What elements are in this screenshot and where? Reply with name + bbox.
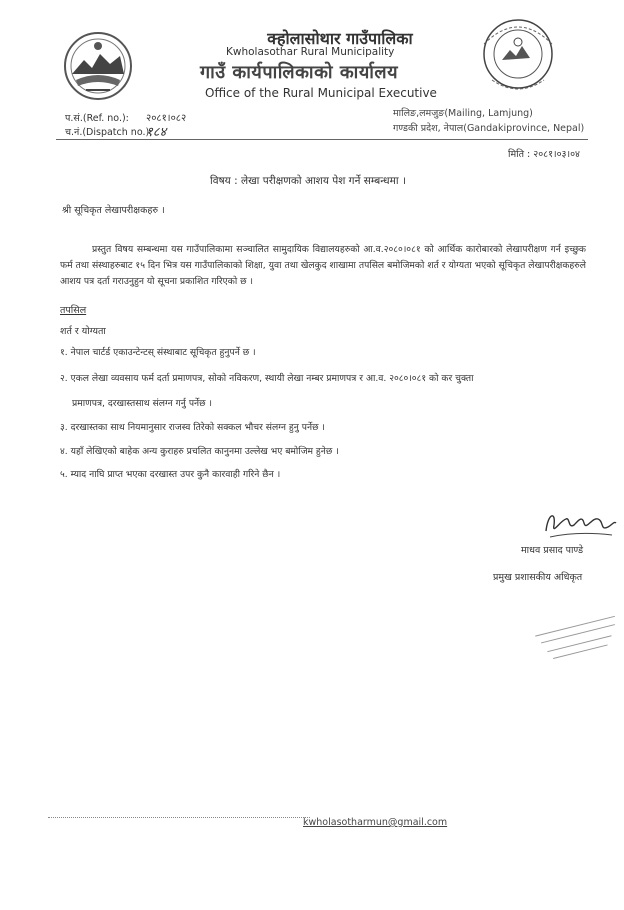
condition-item: २. एकल लेखा व्यवसाय फर्म दर्ता प्रमाणपत्र, सोको नविकरण, स्थायी लेखा नम्बर प्रमाणपत्र र आ.व. २०८०।०८१ को कर चुक्ता <box>60 373 474 384</box>
dispatch-value: १८४ <box>146 125 167 140</box>
condition-item: ४. यहाँ लेखिएको बाहेक अन्य कुराहरु प्रचलित कानुनमा उल्लेख भए बमोजिम हुनेछ । <box>60 446 339 457</box>
tapasil-heading: तपसिल <box>60 305 87 316</box>
dispatch-label: च.नं.(Dispatch no.): <box>65 127 153 138</box>
address-line-1: मालिङ,लमजुङ(Mailing, Lamjung) <box>393 108 533 119</box>
footer-dotted-line <box>48 817 310 818</box>
municipality-name-english: Kwholasothar Rural Municipality <box>226 46 395 58</box>
ref-label: प.सं.(Ref. no.): <box>65 113 129 124</box>
header-divider <box>56 139 588 140</box>
condition-item-continued: प्रमाणपत्र, दरखास्तसाथ संलग्न गर्नु पर्नेछ । <box>72 398 212 409</box>
ref-value: २०८१।०८२ <box>146 113 187 124</box>
body-paragraph: प्रस्तुत विषय सम्बन्धमा यस गाउँपालिकामा सञ्चालित सामुदायिक विद्यालयहरुको आ.व.२०८०।०८१ को आर्थिक कारोबारको लेखापरीक्षण गर्न इच्छुक फर्म तथा संस्थाहरुबाट १५ दिन भित्र यस गाउँपालिकाको शिक्षा, युवा तथा खेलकुद शाखामा तपसिल बमोजिमको शर्त र योग्यता भएको सूचिकृत लेखापरीक्षकहरुले आशय पत्र दर्ता गराउनुहुन यो सूचना प्रकाशित गरिएको छ । <box>60 244 586 287</box>
condition-item: ५. म्याद नाघि प्राप्त भएका दरखास्त उपर कुनै कारवाही गरिने छैन । <box>60 469 281 480</box>
salutation: श्री सूचिकृत लेखापरीक्षकहरु । <box>62 205 165 216</box>
officer-stamp-icon <box>530 604 624 664</box>
footer-email-link[interactable]: kwholasotharmun@gmail.com <box>303 817 448 828</box>
subject-line: विषय : लेखा परीक्षणको आशय पेश गर्ने सम्बन्धमा । <box>210 175 406 187</box>
handwritten-signature-icon <box>538 505 618 545</box>
condition-item: ३. दरखास्तका साथ नियमानुसार राजस्व तिरेको सक्कल भौचर संलग्न हुनु पर्नेछ । <box>60 422 325 433</box>
letter-date: मिति : २०८१।०३।०४ <box>508 149 580 160</box>
signatory-name: माधव प्रसाद पाण्डे <box>521 545 584 556</box>
condition-item: १. नेपाल चार्टर्ड एकाउन्टेन्टस् संस्थाबाट सूचिकृत हुनुपर्ने छ । <box>60 347 256 358</box>
address-line-2: गण्डकी प्रदेश, नेपाल(Gandakiprovince, Nepal) <box>393 123 585 134</box>
signatory-title: प्रमुख प्रशासकीय अधिकृत <box>493 572 583 583</box>
office-name-nepali: गाउँ कार्यपालिकाको कार्यालय <box>200 62 399 83</box>
office-name-english: Office of the Rural Municipal Executive <box>205 86 437 100</box>
municipality-name-nepali: क्होलासोथार गाउँपालिका <box>267 29 413 48</box>
conditions-heading: शर्त र योग्यता <box>60 326 106 337</box>
